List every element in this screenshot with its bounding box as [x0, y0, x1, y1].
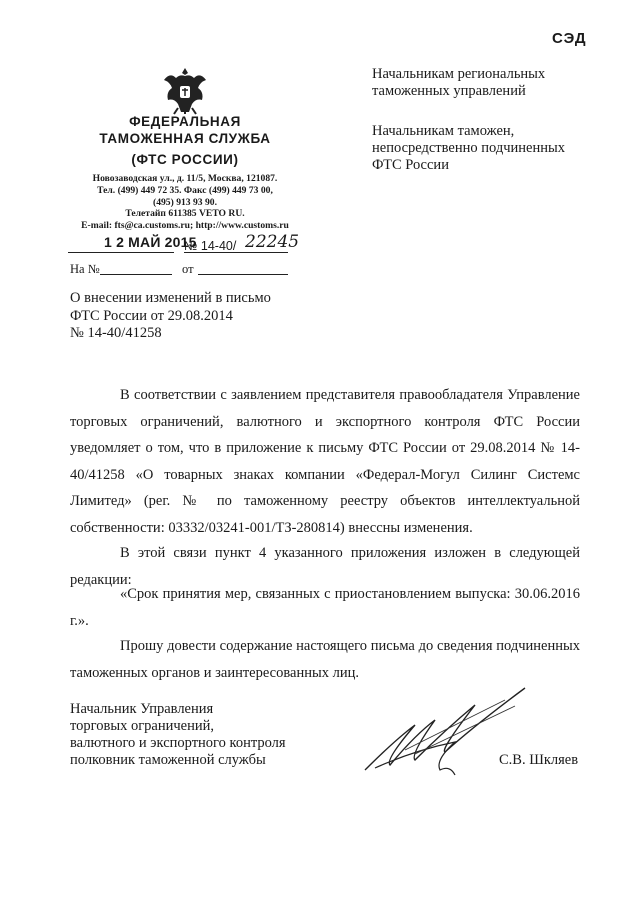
- addressee-line: ФТС России: [372, 157, 449, 173]
- reference-label: На №: [70, 262, 100, 276]
- reference-underline: [100, 274, 172, 275]
- contact-line: (495) 913 93 90.: [153, 196, 217, 208]
- contact-info: [60, 173, 310, 232]
- contact-line: E-mail: fts@ca.customs.ru; http://www.customs.ru: [81, 220, 289, 232]
- signer-position-line: Начальник Управления: [70, 701, 214, 717]
- sed-mark: СЭД: [552, 30, 587, 47]
- addressee-line: таможенных управлений: [372, 83, 526, 99]
- outgoing-number-handwritten: 22245: [245, 232, 300, 252]
- body-paragraph-1: В соответствии с заявлением представителя правообладателя Управление торговых ограничений, валютного и экспортного контроля ФТС России уведомляет о том, что в приложение к письму ФТС России от 29.08.2014 № 14-40/41258 «О товарных знаках компании «Федерал-Могул Силинг Системс Лимитед» (рег. № по таможенному реестру объектов интеллектуальной собственности: 03332/03241-001/ТЗ-280814) внессны изменения.: [70, 387, 580, 536]
- body-paragraph-2: В этой связи пункт 4 указанного приложения изложен в следующей редакции:: [70, 545, 580, 588]
- letter-subject: [70, 290, 271, 343]
- contact-line: Тел. (499) 449 72 35. Факс (499) 449 73 00,: [97, 184, 273, 196]
- date-stamp: 1 2 МАЙ 2015: [104, 234, 197, 250]
- addressee-block-2: [372, 123, 565, 174]
- reference-date-underline: [198, 274, 288, 275]
- signer-position-line: валютного и экспортного контроля: [70, 735, 286, 751]
- russian-coat-of-arms-icon: [158, 64, 212, 118]
- body-paragraph-4: Прошу довести содержание настоящего письма до сведения подчиненных таможенных органов и заинтересованных лиц.: [70, 638, 580, 681]
- handwritten-signature-icon: [355, 680, 535, 790]
- outgoing-number-label: № 14-40/: [184, 239, 237, 253]
- org-name-line1: ФЕДЕРАЛЬНАЯ: [129, 114, 241, 129]
- signer-position-line: полковник таможенной службы: [70, 752, 266, 768]
- addressee-line: Начальникам таможен,: [372, 123, 515, 139]
- subject-line: № 14-40/41258: [70, 325, 162, 341]
- org-name-line2: ТАМОЖЕННАЯ СЛУЖБА: [99, 131, 271, 146]
- signer-position-line: торговых ограничений,: [70, 718, 214, 734]
- number-underline: [184, 252, 288, 253]
- body-paragraph-3: «Срок принятия мер, связанных с приостановлением выпуска: 30.06.2016 г.».: [70, 586, 580, 629]
- reference-from-label: от: [182, 262, 194, 276]
- signer-position: [70, 701, 286, 769]
- subject-line: О внесении изменений в письмо: [70, 290, 271, 306]
- org-name-line3: (ФТС РОССИИ): [131, 152, 239, 167]
- contact-line: Новозаводская ул., д. 11/5, Москва, 121087.: [92, 173, 278, 184]
- date-underline: [68, 252, 174, 253]
- addressee-line: непосредственно подчиненных: [372, 140, 565, 156]
- addressee-line: Начальникам региональных: [372, 66, 546, 82]
- signer-name: С.В. Шкляев: [499, 752, 579, 768]
- contact-line: Телетайп 611385 VETO RU.: [125, 208, 245, 220]
- subject-line: ФТС России от 29.08.2014: [70, 307, 233, 324]
- addressee-block-1: [372, 66, 545, 100]
